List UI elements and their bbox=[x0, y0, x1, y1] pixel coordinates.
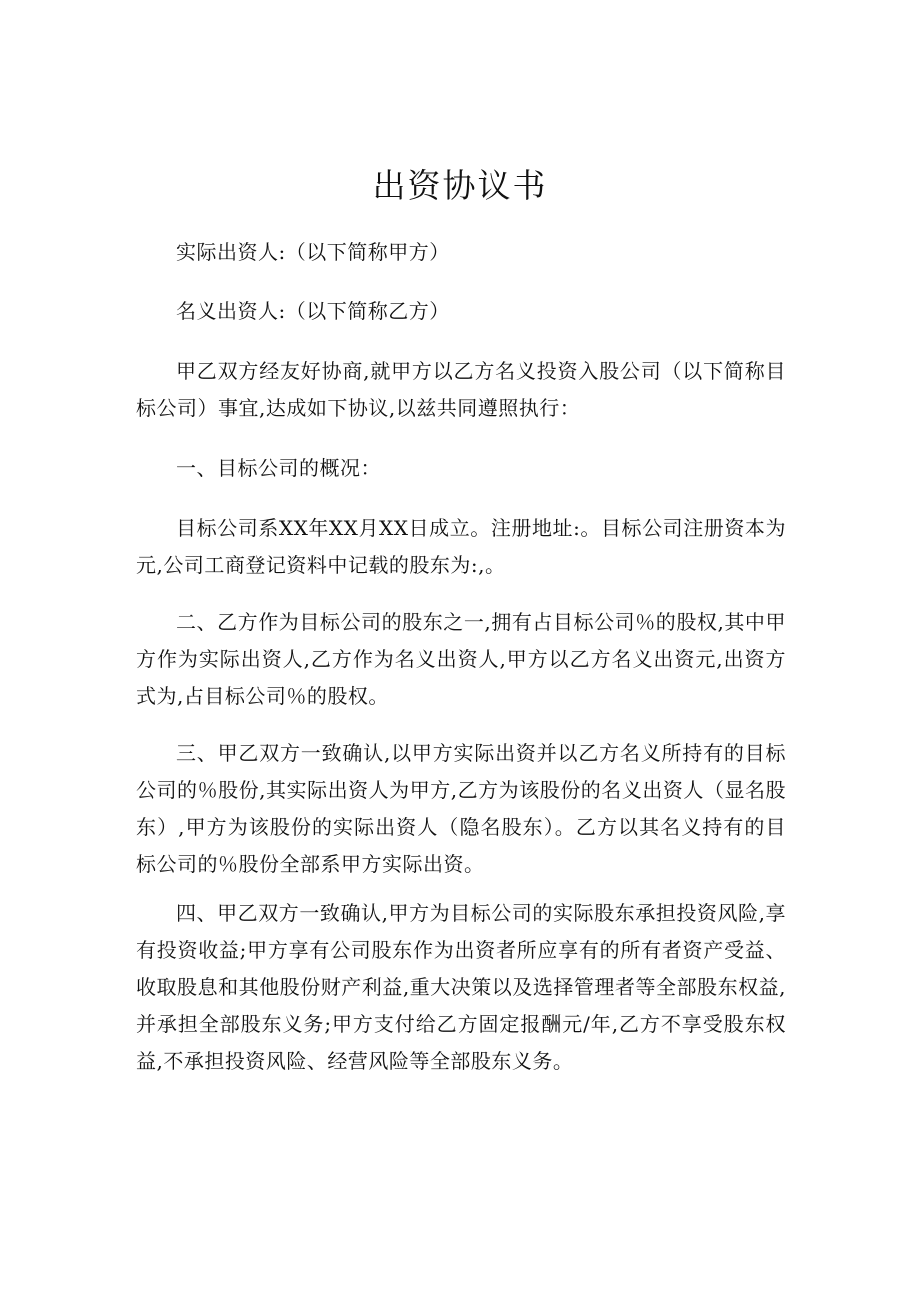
section-2-paragraph: 二、乙方作为目标公司的股东之一,拥有占目标公司％的股权,其中甲方作为实际出资人,乙方作为名义出资人,甲方以乙方名义出资元,出资方式为,占目标公司％的股权。 bbox=[136, 610, 786, 708]
section-1-body: 目标公司系XX年XX月XX日成立。注册地址:。目标公司注册资本为元,公司工商登记资料中记载的股东为:,。 bbox=[136, 516, 786, 577]
actual-investor-line: 实际出资人:（以下简称甲方） bbox=[176, 240, 450, 264]
section-3-paragraph: 三、甲乙双方一致确认,以甲方实际出资并以乙方名义所持有的目标公司的％股份,其实际出资人为甲方,乙方为该股份的名义出资人（显名股东）,甲方为该股份的实际出资人（隐名股东）。乙方以其名义持有的目标公司的％股份全部系甲方实际出资。 bbox=[136, 741, 786, 876]
section-1-heading: 一、目标公司的概况： bbox=[176, 456, 381, 480]
intro-paragraph: 甲乙双方经友好协商,就甲方以乙方名义投资入股公司（以下简称目标公司）事宜,达成如下协议,以兹共同遵照执行： bbox=[136, 359, 786, 420]
document-title: 出资协议书 bbox=[372, 166, 548, 205]
nominal-investor-line: 名义出资人:（以下简称乙方） bbox=[176, 299, 450, 323]
section-4-paragraph: 四、甲乙双方一致确认,甲方为目标公司的实际股东承担投资风险,享有投资收益;甲方享有公司股东作为出资者所应享有的所有者资产受益、收取股息和其他股份财产利益,重大决策以及选择管理者等全部股东权益,并承担全部股东义务;甲方支付给乙方固定报酬元/年,乙方不享受股东权益,不承担投资风险、经营风险等全部股东义务。 bbox=[136, 901, 786, 1073]
